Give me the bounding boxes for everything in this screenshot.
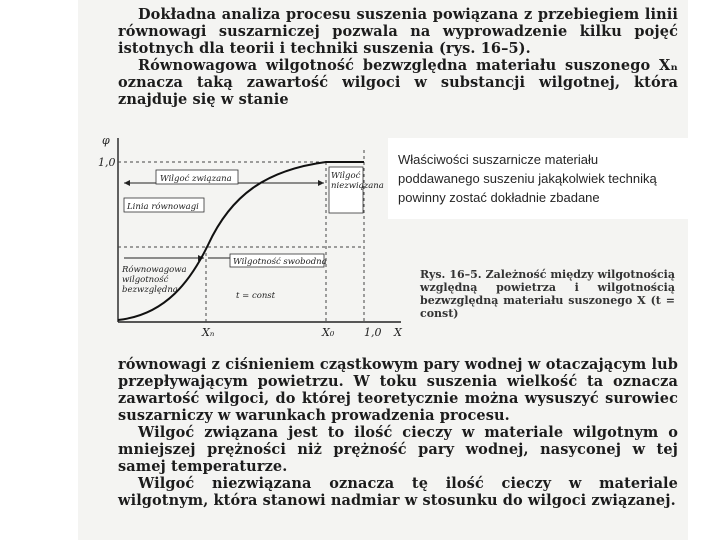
paragraph-equilibrium-definition: Równowagowa wilgotność bezwzględna materiału suszonego Xₙ oznacza taką zawartość wilgoci w substancji wilgotnej, która znajduje się w stanie bbox=[118, 57, 678, 108]
callout-note: Właściwości suszarnicze materiału poddawanego suszeniu jakąkolwiek techniką powinny zostać dokładnie zbadane bbox=[388, 138, 693, 219]
top-paragraph bbox=[118, 6, 678, 108]
paragraph-intro: Dokładna analiza procesu suszenia powiązana z przebiegiem linii równowagi suszarniczej pozwala na wyprowadzenie kilku pojęć istotnych dla teorii i techniki suszenia (rys. 16–5). bbox=[118, 6, 678, 57]
bottom-paragraph bbox=[118, 356, 678, 509]
x-tick-one: 1,0 bbox=[364, 326, 382, 339]
bound-arrow-head-right bbox=[318, 180, 324, 186]
sorption-isotherm-figure bbox=[96, 130, 416, 345]
paragraph-unbound-moisture: Wilgoć niezwiązana oznacza tę ilość cieczy w materiale wilgotnym, która stanowi nadmiar w stosunku do wilgoci związanej. bbox=[118, 475, 678, 509]
free-moisture-label: Wilgotność swobodna bbox=[233, 257, 327, 267]
y-tick-top: 1,0 bbox=[98, 156, 116, 169]
x-tick-xr: Xₙ bbox=[202, 326, 215, 339]
paragraph-continuation: równowagi z ciśnieniem cząstkowym pary wodnej w otaczającym lub przepływającym powietrzu. W toku suszenia wielkość ta oznacza zawartość wilgoci, do której teoretycznie można wysuszyć surowiec suszarniczy w warunkach prowadzenia procesu. bbox=[118, 356, 678, 424]
bound-moisture-label: Wilgoć związana bbox=[160, 174, 232, 184]
equilibrium-moisture-label: Równowagowa wilgotność bezwzględna bbox=[122, 265, 187, 295]
constant-temperature-label: t = const bbox=[236, 291, 276, 301]
equilibrium-line-label: Linia równowagi bbox=[127, 202, 199, 212]
x-axis-label: X bbox=[394, 326, 402, 339]
figure-caption: Rys. 16–5. Zależność między wilgotnością względną powietrza i wilgotnością bezwzględną materiału suszonego X (t = const) bbox=[420, 268, 675, 320]
paragraph-bound-moisture: Wilgoć związana jest to ilość cieczy w materiale wilgotnym o mniejszej prężności niż prężność pary wodnej, nasyconej w tej samej temperaturze. bbox=[118, 424, 678, 475]
bound-arrow-head-left bbox=[124, 180, 130, 186]
x-tick-x0: X₀ bbox=[322, 326, 335, 339]
y-axis-label: φ bbox=[102, 134, 110, 147]
unbound-moisture-label: Wilgoć niezwiązana bbox=[331, 171, 384, 191]
